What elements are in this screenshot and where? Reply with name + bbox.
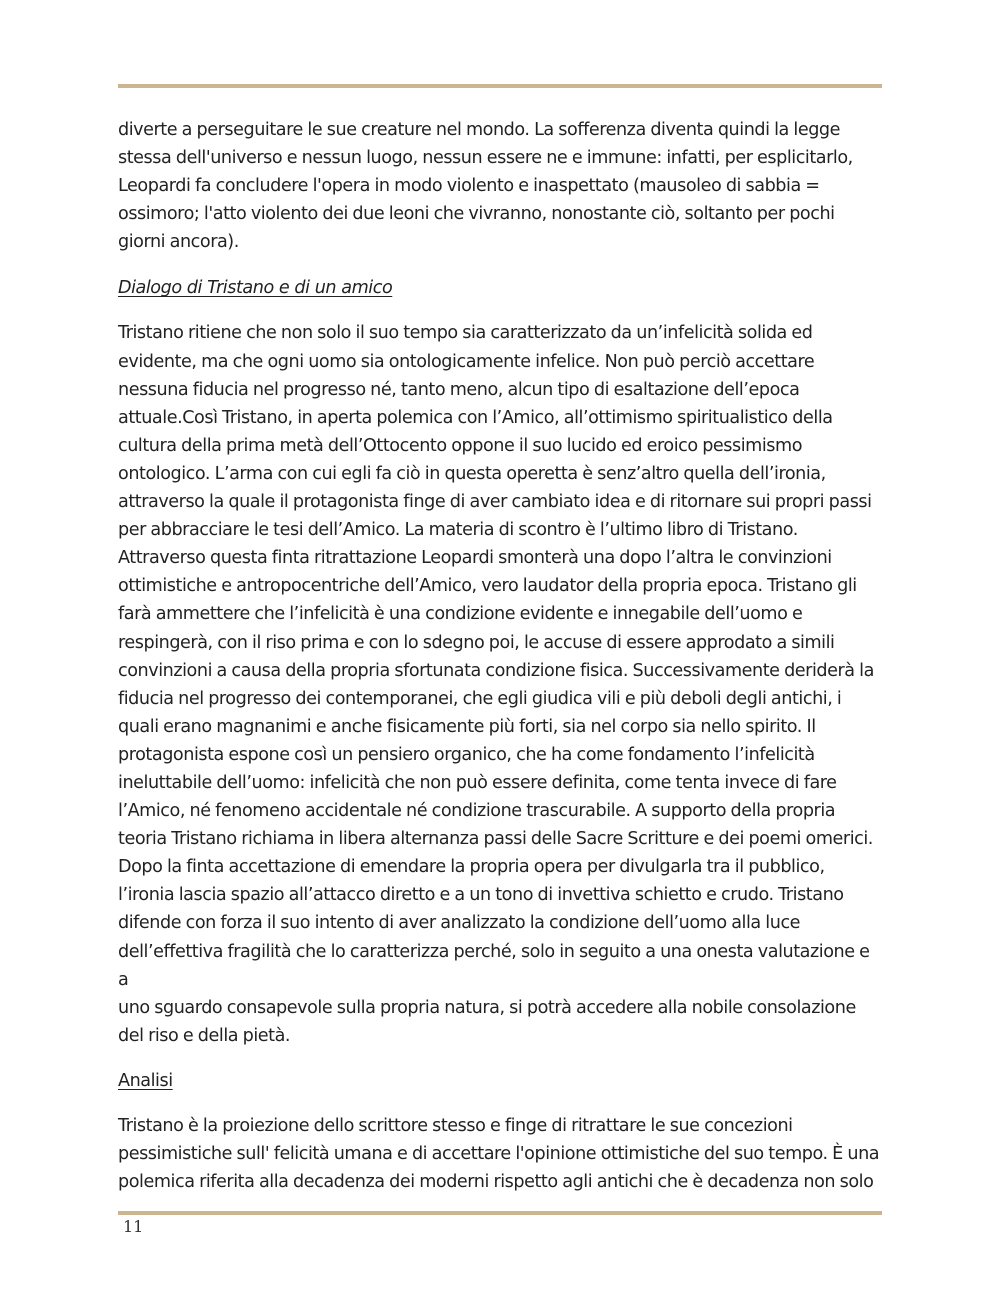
section-heading: Analisi (118, 1070, 173, 1091)
footer-rule (118, 1211, 882, 1215)
page-number: 11 (123, 1217, 144, 1236)
body-paragraph: Tristano ritiene che non solo il suo tempo sia caratterizzato da un’infelicità solida ed evidente, ma che ogni uomo sia ontologicamente infelice. Non può perciò accettare nessuna fiducia nel progresso né, tanto meno, alcun tipo di esaltazione dell’epoca attuale.Così Tristano, in aperta polemica con l’Amico, all’ottimismo spiritualistico della cultura della prima metà dell’Ottocento oppone il suo lucido ed eroico pessimismo ontologico. L’arma con cui egli fa ciò in questa operetta è senz’altro quella dell’ironia, attraverso la quale il protagonista finge di aver cambiato idea e di ritornare sui propri passi per abbracciare le tesi dell’Amico. La materia di scontro è l’ultimo libro di Tristano. Attraverso questa finta ritrattazione Leopardi smonterà una dopo l’altra le convinzioni ottimistiche e antropocentriche dell’Amico, vero laudator della propria epoca. Tristano gli farà ammettere che l’infelicità è una condizione evidente e innegabile dell’uomo e respingerà, con il riso prima e con lo sdegno poi, le accuse di essere approdato a simili convinzioni a causa della propria sfortunata condizione fisica. Successivamente deriderà la fiducia nel progresso dei contemporanei, che egli giudica vili e più deboli degli antichi, i quali erano magnanimi e anche fisicamente più forti, sia nel corpo sia nello spirito. Il protagonista espone così un pensiero organico, che ha come fondamento l’infelicità ineluttabile dell’uomo: infelicità che non può essere definita, come tenta invece di fare l’Amico, né fenomeno accidentale né condizione trascurabile. A supporto della propria teoria Tristano richiama in libera alternanza passi delle Sacre Scritture e dei poemi omerici. Dopo la finta accettazione di emendare la propria opera per divulgarla tra il pubblico, l’ironia lascia spazio all’attacco diretto e a un tono di invettiva schietto e crudo. Tristano difende con forza il suo intento di aver analizzato la condizione dell’uomo alla luce dell’effettiva fragilità che lo caratterizza perché, solo in seguito a una onesta valutazione e a uno sguardo consapevole sulla propria natura, si potrà accedere alla nobile consolazione del riso e della pietà. (118, 323, 874, 1046)
section-heading: Dialogo di Tristano e di un amico (118, 278, 393, 299)
body-paragraph: Tristano è la proiezione dello scrittore stesso e finge di ritrattare le sue concezioni pessimistiche sull' felicità umana e di accettare l'opinione ottimistiche del suo tempo. È una polemica riferita alla decadenza dei moderni rispetto agli antichi che è decadenza non solo (118, 1115, 880, 1193)
header-rule (118, 84, 882, 88)
page-body (118, 116, 882, 1196)
body-paragraph: diverte a perseguitare le sue creature nel mondo. La sofferenza diventa quindi la legge stessa dell'universo e nessun luogo, nessun essere ne e immune: infatti, per esplicitarlo, Leopardi fa concludere l'opera in modo violento e inaspettato (mausoleo di sabbia = ossimoro; l'atto violento dei due leoni che vivranno, nonostante ciò, soltanto per pochi giorni ancora). (118, 120, 853, 253)
